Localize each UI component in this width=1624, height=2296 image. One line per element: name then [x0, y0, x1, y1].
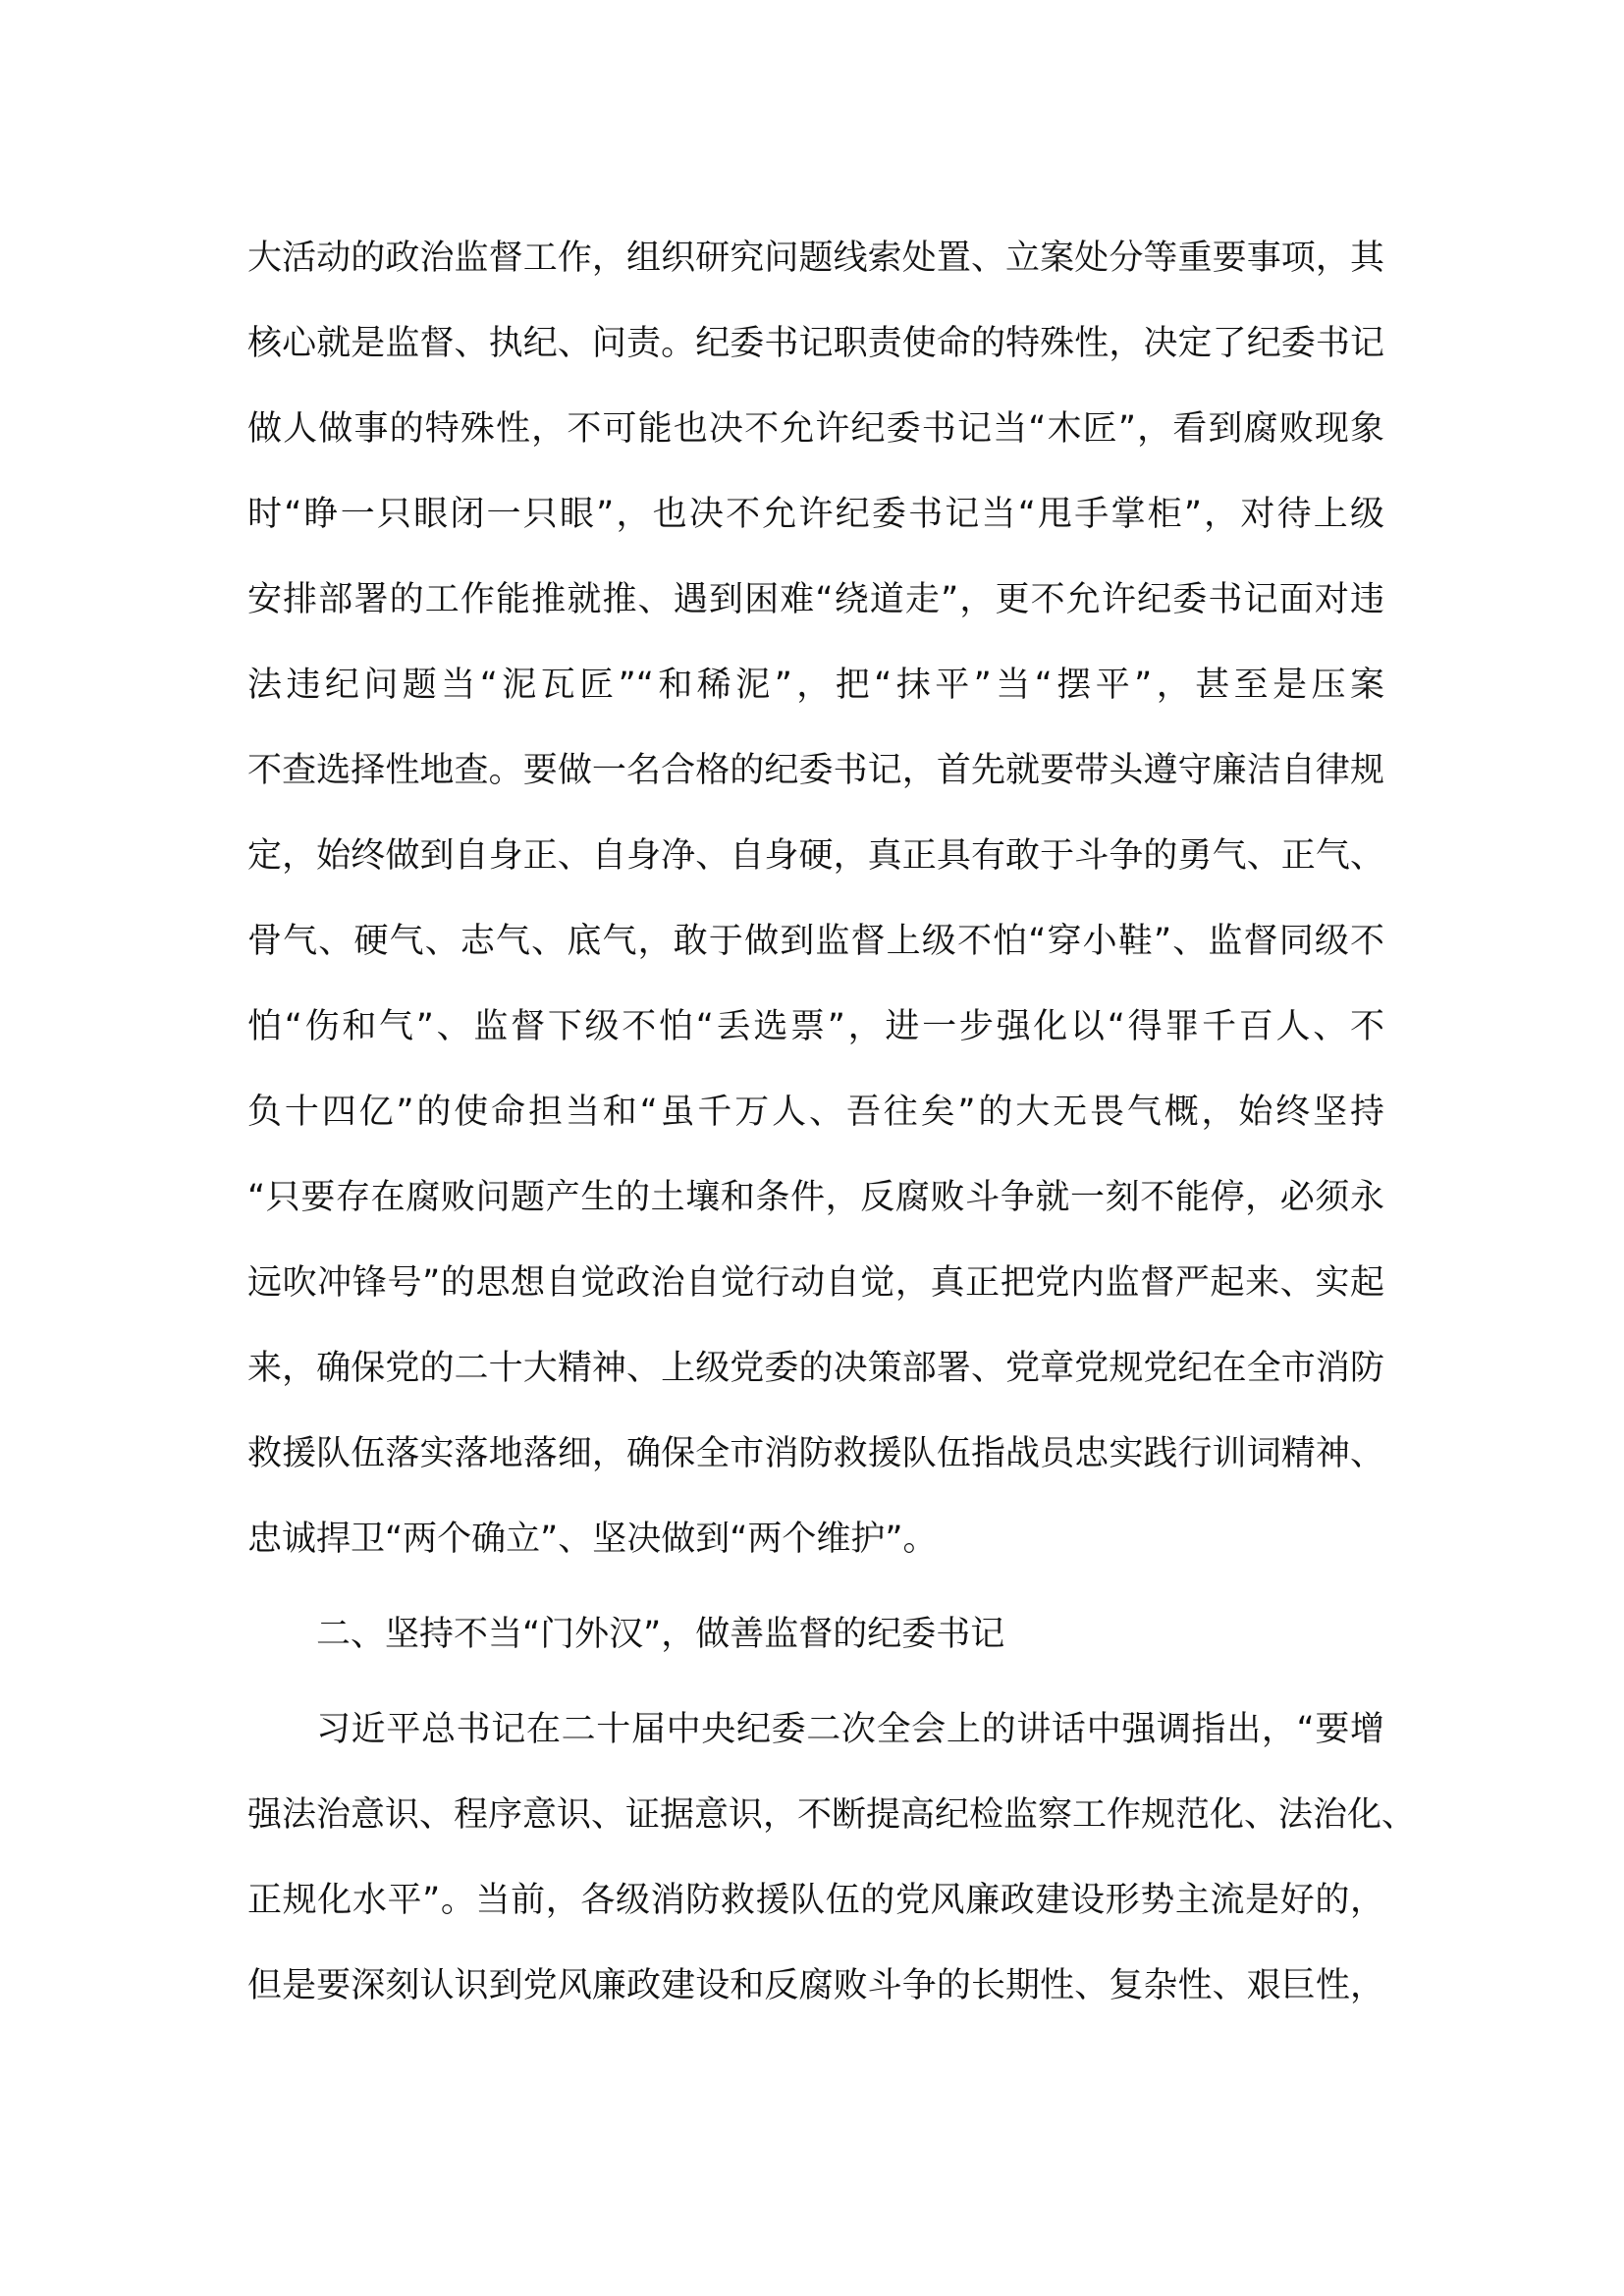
- text-line: 大活动的政治监督工作，组织研究问题线索处置、立案处分等重要事项，其: [247, 239, 1384, 278]
- text-line: 来，确保党的二十大精神、上级党委的决策部署、党章党规党纪在全市消防: [247, 1349, 1384, 1388]
- text-line: 远吹冲锋号”的思想自觉政治自觉行动自觉，真正把党内监督严起来、实起: [247, 1263, 1384, 1303]
- text-line: 做人做事的特殊性，不可能也决不允许纪委书记当“木匠”，看到腐败现象: [247, 409, 1384, 449]
- text-line: 定，始终做到自身正、自身净、自身硬，真正具有敢于斗争的勇气、正气、: [247, 836, 1384, 876]
- text-line: 核心就是监督、执纪、问责。纪委书记职责使命的特殊性，决定了纪委书记: [247, 324, 1384, 363]
- text-line: 习近平总书记在二十届中央纪委二次全会上的讲话中强调指出，“要增: [316, 1710, 1384, 1749]
- text-line: 法违纪问题当“泥瓦匠”“和稀泥”，把“抹平”当“摆平”，甚至是压案: [247, 666, 1384, 705]
- text-line: 但是要深刻认识到党风廉政建设和反腐败斗争的长期性、复杂性、艰巨性，: [247, 1966, 1384, 2005]
- text-line: 时“睁一只眼闭一只眼”，也决不允许纪委书记当“甩手掌柜”，对待上级: [247, 495, 1384, 534]
- text-line: 安排部署的工作能推就推、遇到困难“绕道走”，更不允许纪委书记面对违: [247, 580, 1384, 619]
- text-line: 怕“伤和气”、监督下级不怕“丢选票”，进一步强化以“得罪千百人、不: [247, 1007, 1384, 1046]
- text-line: 负十四亿”的使命担当和“虽千万人、吾往矣”的大无畏气概，始终坚持: [247, 1093, 1384, 1132]
- text-line: 忠诚捍卫“两个确立”、坚决做到“两个维护”。: [247, 1520, 938, 1559]
- text-line: 骨气、硬气、志气、底气，敢于做到监督上级不怕“穿小鞋”、监督同级不: [247, 922, 1384, 961]
- text-line: “只要存在腐败问题产生的土壤和条件，反腐败斗争就一刻不能停，必须永: [247, 1178, 1384, 1217]
- text-line: 救援队伍落实落地落细，确保全市消防救援队伍指战员忠实践行训词精神、: [247, 1434, 1384, 1473]
- section-heading: 二、坚持不当“门外汉”，做善监督的纪委书记: [316, 1615, 1005, 1654]
- text-line: 不查选择性地查。要做一名合格的纪委书记，首先就要带头遵守廉洁自律规: [247, 751, 1384, 790]
- text-line: 强法治意识、程序意识、证据意识，不断提高纪检监察工作规范化、法治化、: [247, 1795, 1417, 1835]
- text-line: 正规化水平”。当前，各级消防救援队伍的党风廉政建设形势主流是好的，: [247, 1881, 1384, 1920]
